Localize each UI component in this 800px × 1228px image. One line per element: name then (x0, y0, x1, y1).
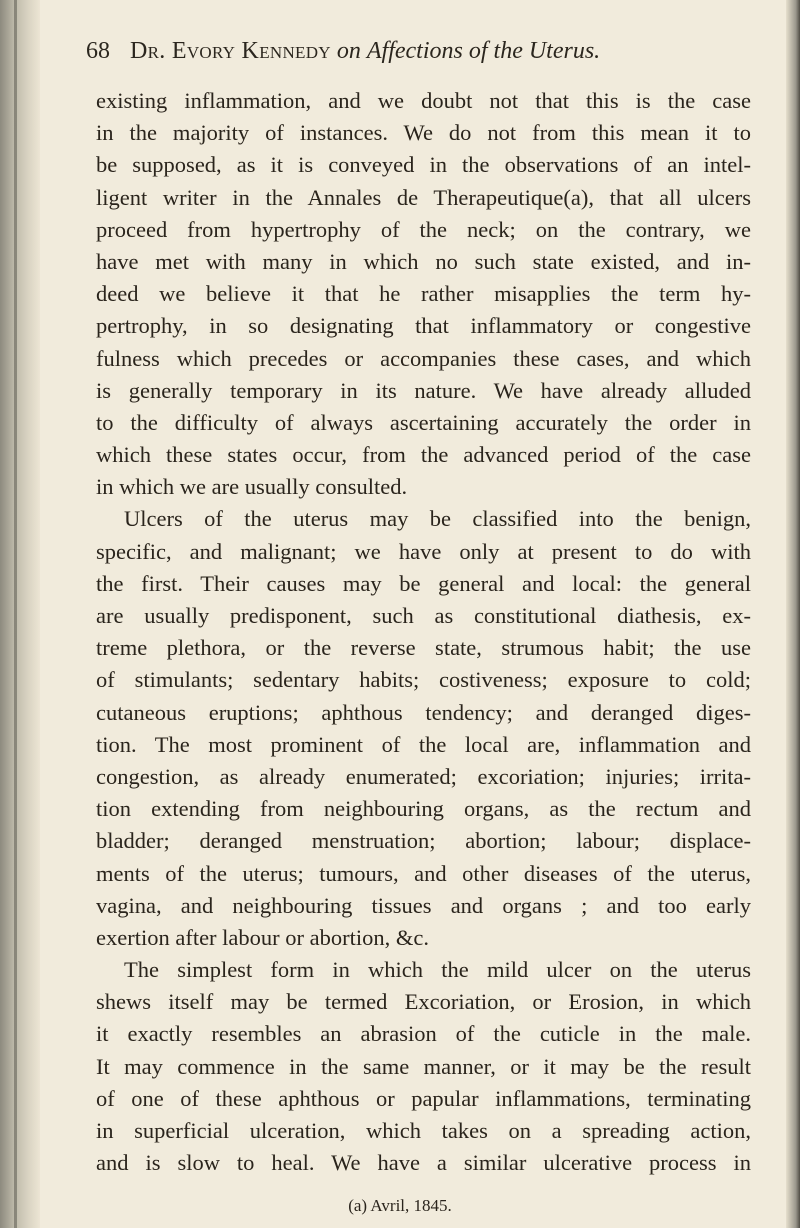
text-line: be supposed, as it is conveyed in the observations of an intel- (96, 152, 751, 178)
text-line: to the difficulty of always ascertaining accurately the order in (96, 409, 751, 435)
header-author: Dr. Evory Kennedy (130, 38, 331, 64)
text-line: bladder; deranged menstruation; abortion; labour; displace- (96, 828, 751, 854)
text-line: of stimulants; sedentary habits; costiveness; exposure to cold; (96, 667, 751, 693)
text-line: ments of the uterus; tumours, and other diseases of the uterus, (96, 860, 751, 886)
page-number: 68 (86, 38, 110, 64)
text-line: specific, and malignant; we have only at present to do with (96, 538, 751, 564)
paragraph-3 (96, 954, 751, 1179)
text-line: in superficial ulceration, which takes on a spreading action, (96, 1118, 751, 1143)
gutter-binding-line (14, 0, 17, 1228)
text-line: in the majority of instances. We do not from this mean it to (96, 120, 751, 146)
footnote: (a) Avril, 1845. (348, 1196, 452, 1215)
text-line: existing inflammation, and we doubt not that this is the case (96, 88, 751, 113)
text-line: proceed from hypertrophy of the neck; on the contrary, we (96, 216, 751, 242)
text-line: have met with many in which no such state existed, and in- (96, 248, 751, 274)
text-line: ligent writer in the Annales de Therapeutique(a), that all ulcers (96, 184, 751, 210)
text-line: it exactly resembles an abrasion of the cuticle in the male. (96, 1021, 751, 1047)
text-line: tion. The most prominent of the local are, inflammation and (96, 731, 751, 757)
text-line: shews itself may be termed Excoriation, or Erosion, in which (96, 989, 751, 1015)
text-line: It may commence in the same manner, or it may be the result (96, 1053, 751, 1079)
text-line: vagina, and neighbouring tissues and organs ; and too early (96, 892, 751, 918)
text-line: of one of these aphthous or papular inflammations, terminating (96, 1085, 751, 1111)
text-line: fulness which precedes or accompanies these cases, and which (96, 345, 751, 371)
text-line: and is slow to heal. We have a similar ulcerative process in (96, 1150, 751, 1176)
text-line: congestion, as already enumerated; excoriation; injuries; irrita- (96, 763, 751, 789)
body-text (96, 85, 751, 1179)
text-line: pertrophy, in so designating that inflammatory or congestive (96, 313, 751, 339)
header-connector: on (336, 38, 361, 64)
text-line: in which we are usually consulted. (96, 474, 408, 500)
text-line: are usually predisponent, such as constitutional diathesis, ex- (96, 603, 751, 628)
running-header (86, 38, 726, 78)
text-line: is generally temporary in its nature. We have already alluded (96, 377, 751, 403)
book-gutter (0, 0, 40, 1228)
text-line: treme plethora, or the reverse state, strumous habit; the use (96, 635, 751, 661)
text-line: tion extending from neighbouring organs, as the rectum and (96, 796, 751, 822)
text-line: which these states occur, from the advanced period of the case (96, 442, 751, 468)
paragraph-2 (96, 503, 751, 954)
page-edge (786, 0, 800, 1228)
text-line: The simplest form in which the mild ulcer on the uterus (124, 957, 751, 983)
text-line: exertion after labour or abortion, &c. (96, 924, 429, 950)
text-line: cutaneous eruptions; aphthous tendency; and deranged diges- (96, 699, 751, 725)
paragraph-1 (96, 85, 751, 503)
header-title: Affections of the Uterus. (366, 38, 601, 64)
text-line: the first. Their causes may be general and local: the general (96, 570, 751, 596)
text-line: deed we believe it that he rather misapplies the term hy- (96, 281, 751, 307)
text-line: Ulcers of the uterus may be classified into the benign, (124, 506, 751, 532)
